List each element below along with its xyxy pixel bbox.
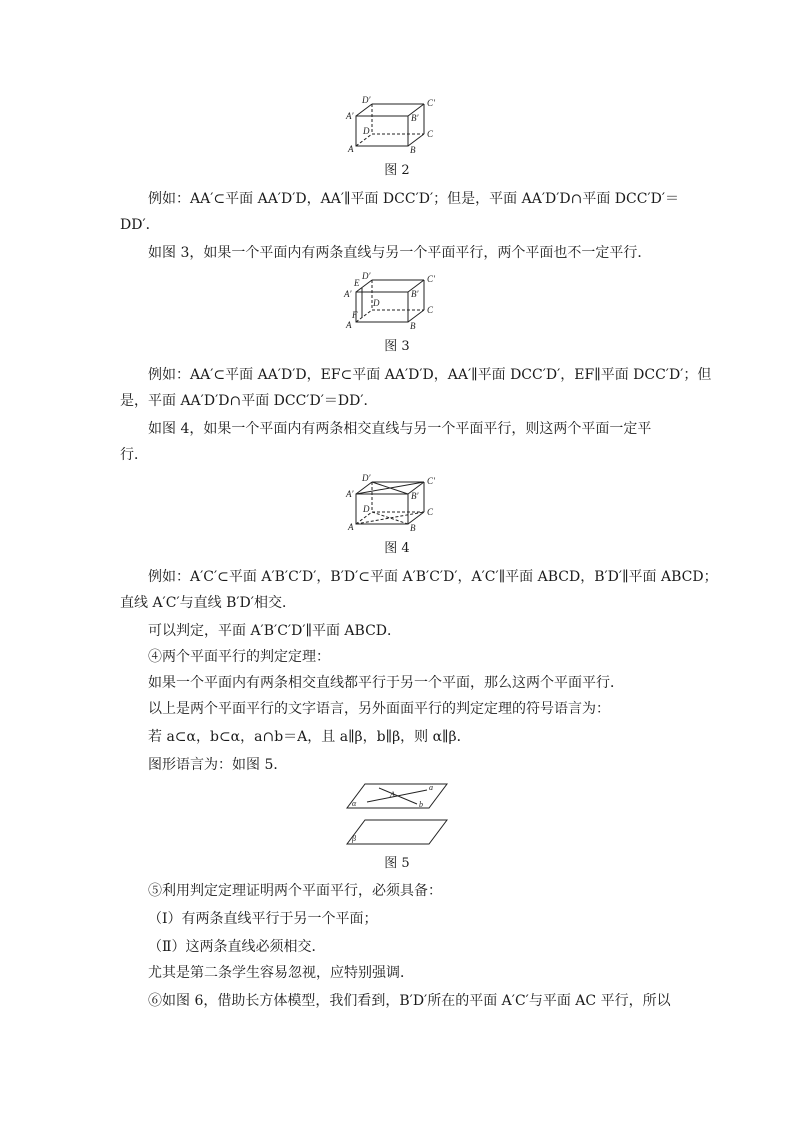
- label-b: B: [410, 523, 416, 533]
- symbolic-statement: 若 a⊂α，b⊂α，a∩b＝A，且 a∥β，b∥β，则 α∥β．: [148, 729, 471, 745]
- label-c: C: [427, 129, 434, 139]
- theorem-heading: ④两个平面平行的判定定理：: [148, 649, 330, 665]
- requirement-2: （Ⅱ）这两条直线必须相交．: [148, 939, 326, 955]
- label-line-b: b: [419, 800, 423, 809]
- label-b1: B′: [411, 491, 419, 501]
- label-beta: β: [352, 834, 356, 843]
- label-a: A: [346, 320, 352, 330]
- label-d1: D′: [362, 473, 371, 483]
- label-b: B: [410, 145, 416, 155]
- example-3-line-1: 例如：A′C′⊂平面 A′B′C′D′，B′D′⊂平面 A′B′C′D′，A′C′∥平面 ABCD，B′D′∥平面 ABCD；: [148, 569, 718, 585]
- requirement-1: （Ⅰ）有两条直线平行于另一个平面；: [148, 911, 378, 927]
- label-b1: B′: [411, 289, 419, 299]
- cuboid-diagram-4: [342, 472, 452, 534]
- conclusion-line: 可以判定，平面 A′B′C′D′∥平面 ABCD．: [148, 623, 402, 639]
- symbolic-intro: 以上是两个平面平行的文字语言，另外面面平行的判定定理的符号语言为：: [148, 701, 610, 717]
- figure-4: [0, 472, 794, 534]
- figure-4-caption: 图 4: [384, 541, 410, 556]
- figure-3: [0, 270, 794, 332]
- requirements-heading: ⑤利用判定定理证明两个平面平行，必须具备：: [148, 883, 442, 899]
- label-a1: A′: [346, 111, 354, 121]
- emphasis-note: 尤其是第二条学生容易忽视，应特别强调．: [148, 965, 414, 981]
- label-d: D: [373, 298, 380, 308]
- label-f: F: [352, 310, 358, 320]
- label-b: B: [410, 321, 416, 331]
- paragraph-figure4-intro-1: 如图 4，如果一个平面内有两条相交直线与另一个平面平行，则这两个平面一定平: [148, 421, 652, 437]
- plane-beta: [347, 820, 447, 844]
- example-line-2: DD′．: [120, 217, 160, 233]
- figure-2-caption: 图 2: [384, 163, 410, 178]
- label-d1: D′: [362, 271, 371, 281]
- label-a: A: [348, 522, 354, 532]
- label-point-a: A: [390, 790, 395, 799]
- label-d: D: [363, 504, 370, 514]
- cuboid-diagram-3: [342, 270, 452, 332]
- label-c: C: [427, 507, 434, 517]
- figure-2: [0, 94, 794, 156]
- cuboid-diagram-2: [342, 94, 452, 156]
- label-e: E: [354, 278, 360, 288]
- example-2-line-1: 例如：AA′⊂平面 AA′D′D，EF⊂平面 AA′D′D，AA′∥平面 DCC′D′，EF∥平面 DCC′D′；但: [148, 367, 712, 383]
- line-b: [379, 788, 417, 804]
- example-3-line-2: 直线 A′C′与直线 B′D′相交．: [120, 595, 296, 611]
- label-b1: B′: [411, 113, 419, 123]
- paragraph-figure4-intro-2: 行．: [120, 447, 148, 463]
- paragraph-figure3-intro: 如图 3，如果一个平面内有两条直线与另一个平面平行，两个平面也不一定平行．: [148, 245, 652, 261]
- figure-5-caption: 图 5: [384, 856, 410, 871]
- label-d1: D′: [362, 95, 371, 105]
- label-a1: A′: [344, 289, 352, 299]
- example-2-line-2: 是，平面 AA′D′D∩平面 DCC′D′＝DD′．: [120, 393, 378, 409]
- label-c: C: [427, 305, 434, 315]
- label-a1: A′: [346, 489, 354, 499]
- parallel-planes-diagram: [337, 780, 457, 850]
- figure6-intro: ⑥如图 6，借助长方体模型，我们看到，B′D′所在的平面 A′C′与平面 AC 平行，所以: [148, 993, 671, 1009]
- theorem-statement: 如果一个平面内有两条相交直线都平行于另一个平面，那么这两个平面平行．: [148, 675, 624, 691]
- label-a: A: [348, 144, 354, 154]
- graphic-intro: 图形语言为：如图 5．: [148, 757, 288, 773]
- example-line-1: 例如：AA′⊂平面 AA′D′D，AA′∥平面 DCC′D′；但是，平面 AA′D′D∩平面 DCC′D′＝: [148, 191, 680, 207]
- label-c1: C′: [427, 476, 435, 486]
- figure-3-caption: 图 3: [384, 339, 410, 354]
- label-c1: C′: [427, 274, 435, 284]
- figure-5: [0, 780, 794, 850]
- label-alpha: α: [352, 799, 357, 808]
- label-d: D: [363, 126, 370, 136]
- label-c1: C′: [427, 98, 435, 108]
- label-line-a: a: [429, 783, 433, 792]
